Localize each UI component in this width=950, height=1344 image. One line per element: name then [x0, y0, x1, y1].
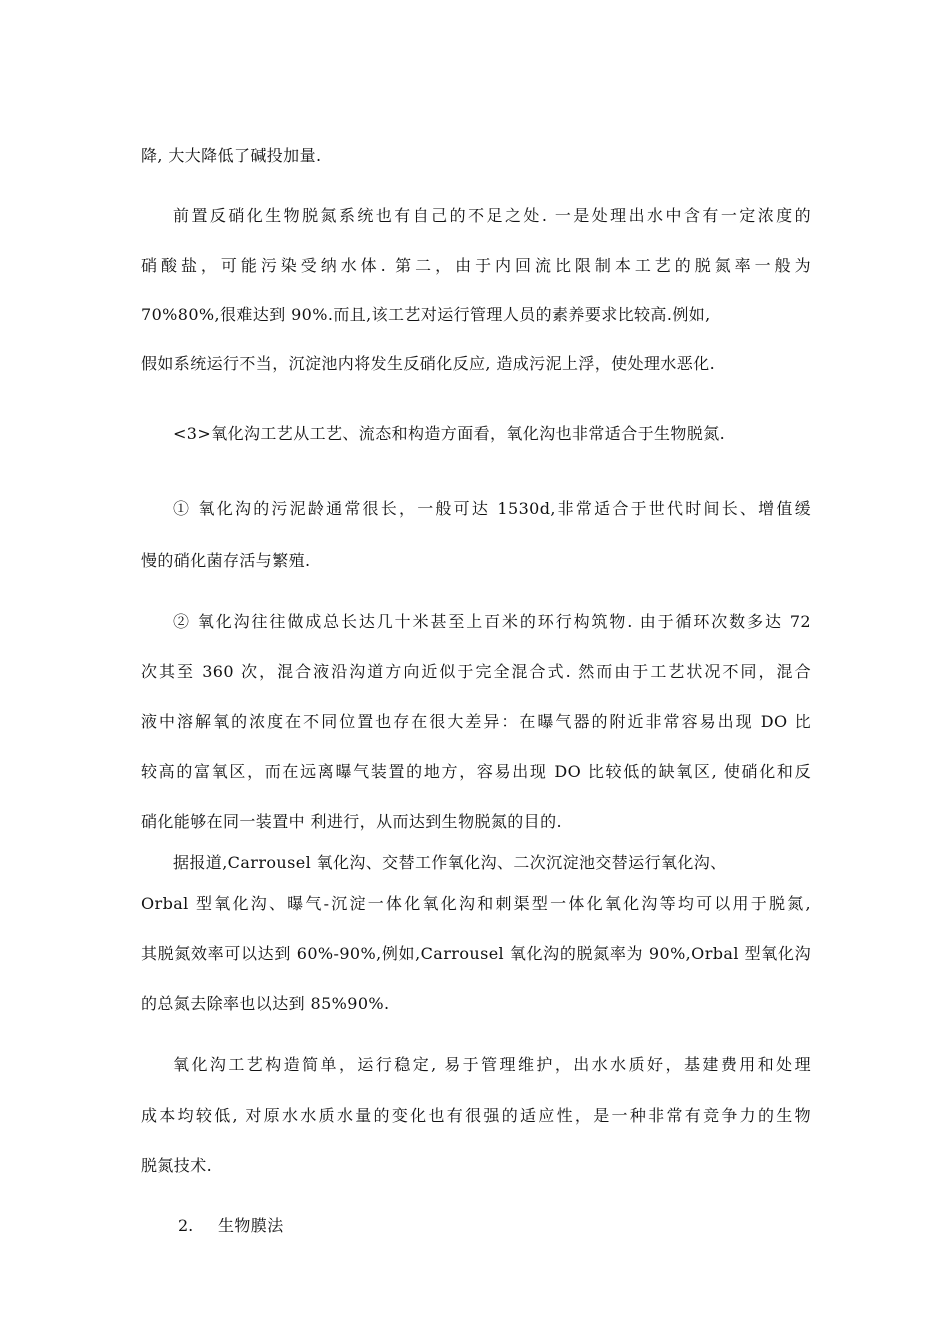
heading-title: 生物膜法	[218, 1216, 284, 1235]
text-line: 脱氮技术.	[141, 1156, 213, 1175]
text-line: 较高的富氧区，而在远离曝气装置的地方，容易出现 DO 比较低的缺氧区, 使硝化和反	[141, 762, 811, 781]
text-line: 降, 大大降低了碱投加量.	[141, 146, 322, 165]
heading-number: 2.	[178, 1216, 194, 1235]
text-line: 硝酸盐，可能污染受纳水体. 第二，由于内回流比限制本工艺的脱氮率一般为	[141, 256, 811, 275]
text-line: 硝化能够在同一装置中 利进行，从而达到生物脱氮的目的.	[141, 812, 562, 831]
text-line: 成本均较低, 对原水水质水量的变化也有很强的适应性，是一种非常有竞争力的生物	[141, 1106, 811, 1125]
text-line: 70%80%,很难达到 90%.而且,该工艺对运行管理人员的素养要求比较高.例如,	[141, 305, 711, 324]
text-line: 的总氮去除率也以达到 85%90%.	[141, 994, 390, 1013]
text-line: 据报道,Carrousel 氧化沟、交替工作氧化沟、二次沉淀池交替运行氧化沟、	[173, 853, 727, 872]
text-line: Orbal 型氧化沟、曝气-沉淀一体化氧化沟和刺渠型一体化氧化沟等均可以用于脱氮,	[141, 894, 811, 913]
text-line: <3>氧化沟工艺从工艺、流态和构造方面看，氧化沟也非常适合于生物脱氮.	[173, 424, 726, 443]
text-line: 慢的硝化菌存活与繁殖.	[141, 551, 311, 570]
text-line: 其脱氮效率可以达到 60%-90%,例如,Carrousel 氧化沟的脱氮率为 90%,Orbal 型氧化沟	[141, 944, 811, 963]
text-line: 液中溶解氧的浓度在不同位置也存在很大差异：在曝气器的附近非常容易出现 DO 比	[141, 712, 811, 731]
text-line: 次其至 360 次，混合液沿沟道方向近似于完全混合式. 然而由于工艺状况不同，混合	[141, 662, 811, 681]
text-line: ① 氧化沟的污泥龄通常很长，一般可达 1530d,非常适合于世代时间长、增值缓	[173, 499, 811, 518]
text-line: ② 氧化沟往往做成总长达几十米甚至上百米的环行构筑物. 由于循环次数多达 72	[173, 612, 811, 631]
text-line: 假如系统运行不当，沉淀池内将发生反硝化反应, 造成污泥上浮，使处理水恶化.	[141, 354, 716, 373]
text-line: 氧化沟工艺构造简单，运行稳定, 易于管理维护，出水水质好，基建费用和处理	[173, 1055, 811, 1074]
text-line: 前置反硝化生物脱氮系统也有自己的不足之处. 一是处理出水中含有一定浓度的	[173, 206, 811, 225]
